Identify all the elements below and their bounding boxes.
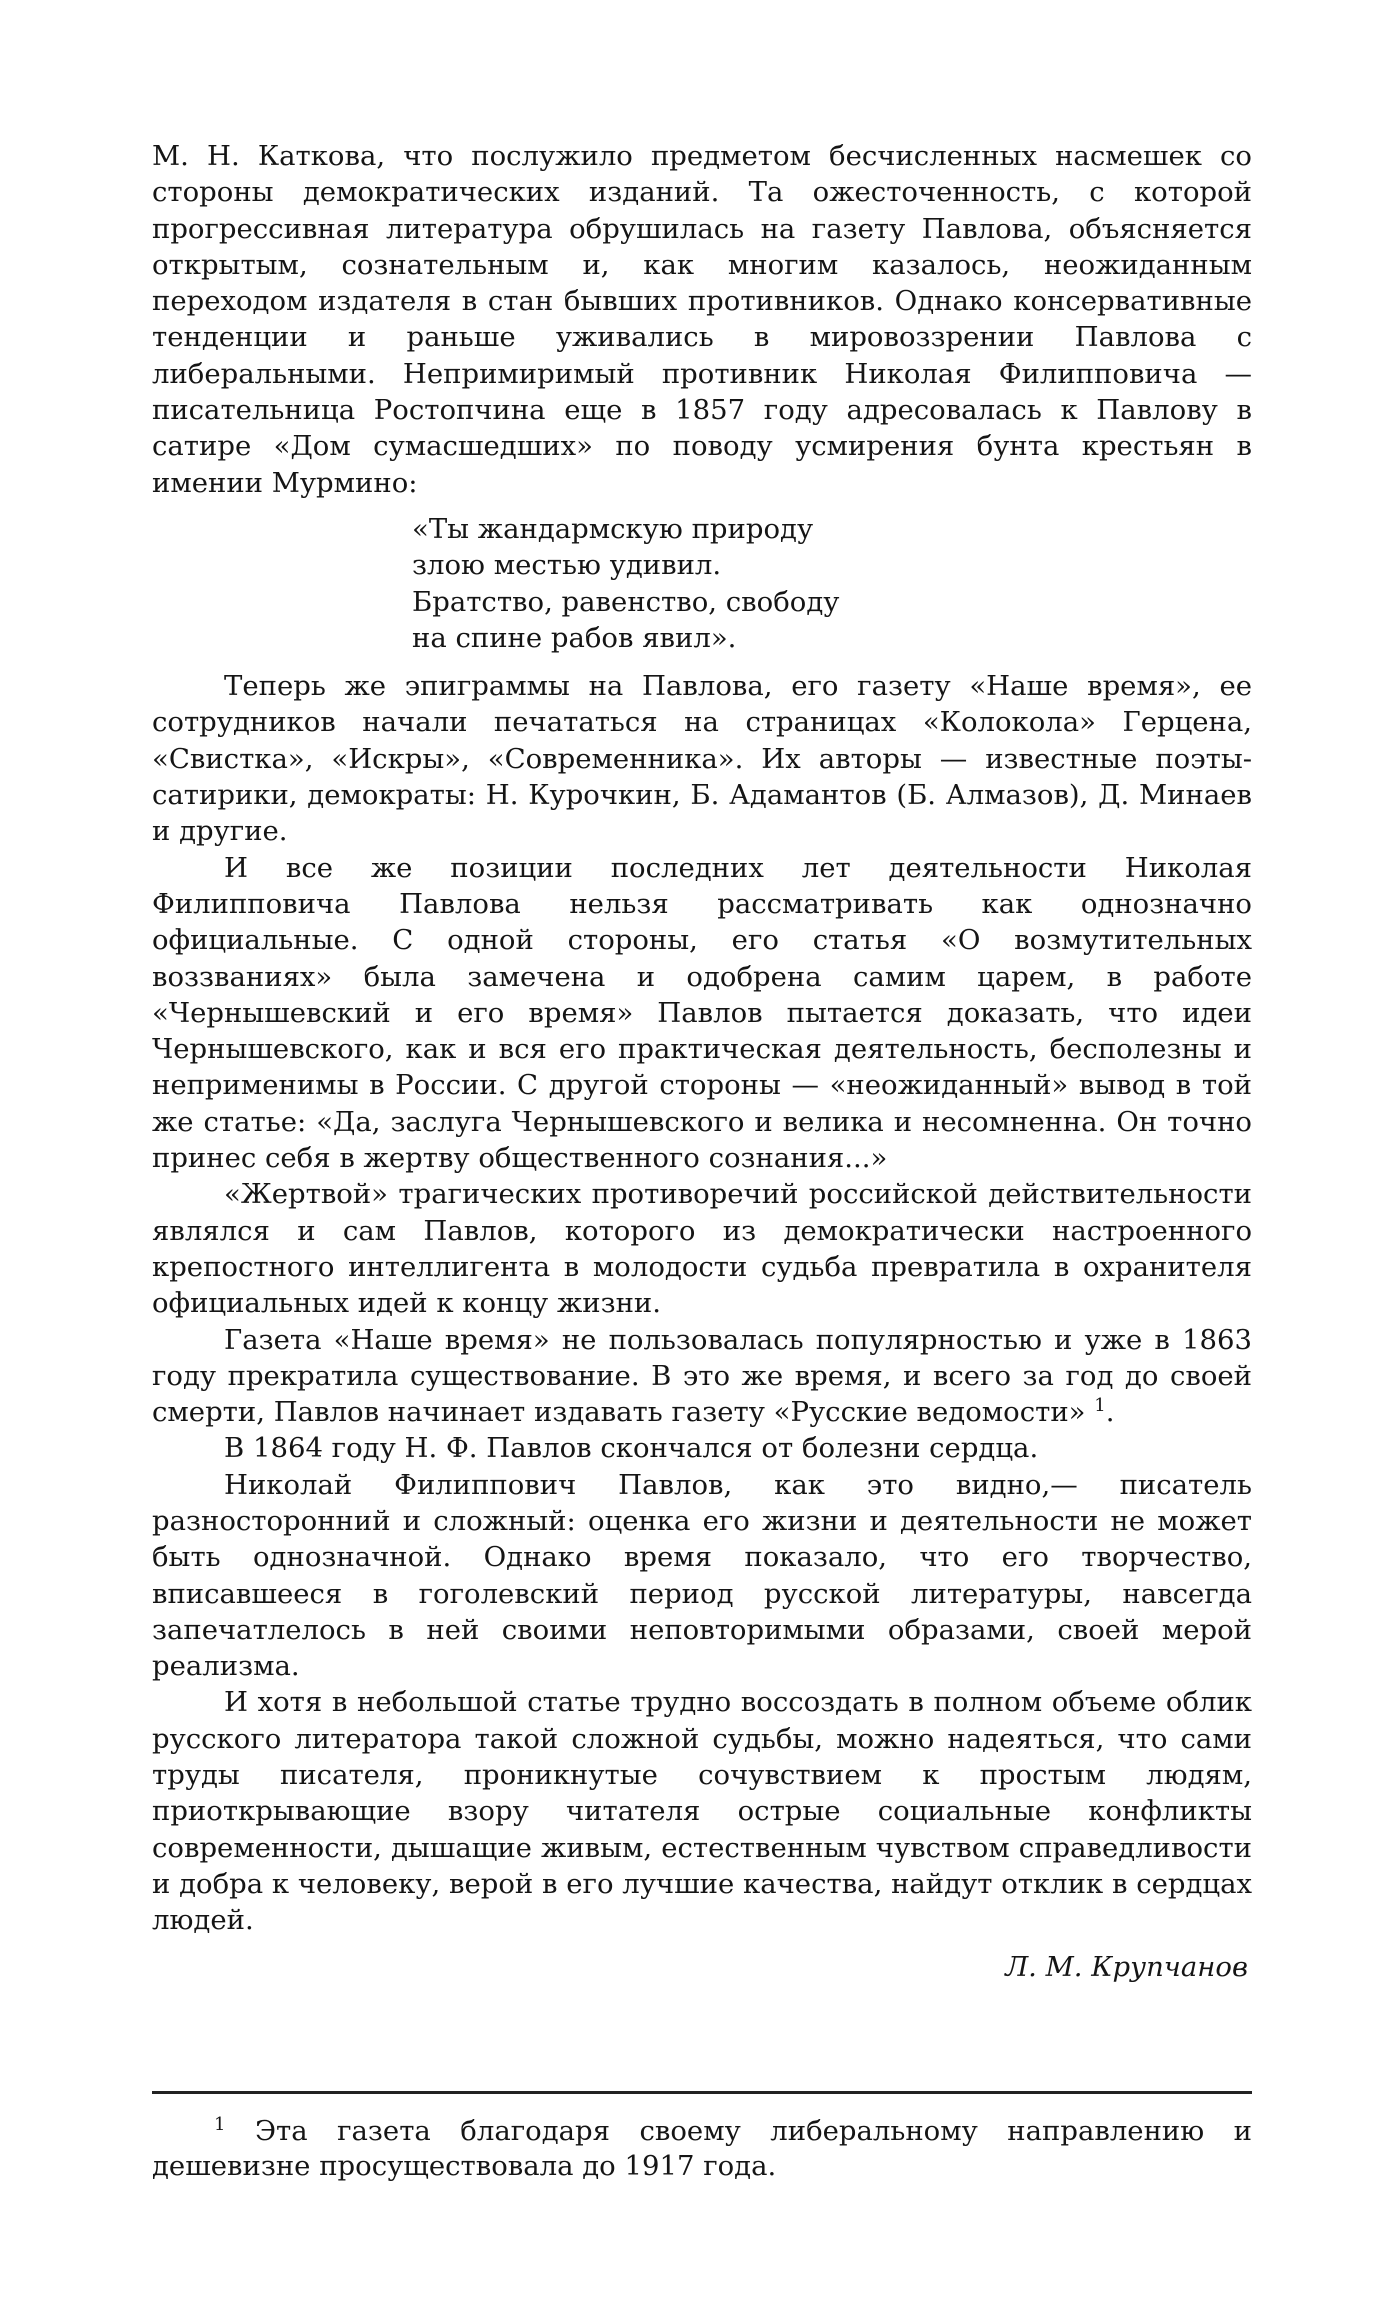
paragraph: Теперь же эпиграммы на Павлова, его газету «Наше время», ее сотрудников начали печататься на страницах «Колокола» Герцена, «Свистка», «Искры», «Современника». Их авторы — известные поэты-сатирики, демократы: Н. Курочкин, Б. Адамантов (Б. Алмазов), Д. Минаев и другие. [152,670,1252,848]
poem-line: злою местью удивил. [412,549,722,582]
paragraph: Николай Филиппович Павлов, как это видно,— писатель разносторонний и сложный: оценка его жизни и деятельности не может быть однозначной. Однако время показало, что его творчество, вписавшееся в гоголевский период русской литературы, навсегда запечатлелось в ней своими неповторимыми образами, своей мерой реализма. [152,1468,1252,1683]
paragraph: И хотя в небольшой статье трудно воссоздать в полном объеме облик русского литератора такой сложной судьбы, можно надеяться, что сами труды писателя, проникнутые сочувствием к простым людям, приоткрывающие взору читателя острые социальные конфликты современности, дышащие живым, естественным чувством справедливости и добра к человеку, верой в его лучшие качества, найдут отклик в сердцах людей. [152,1686,1252,1937]
poem-quote [412,511,1252,656]
paragraph-with-footnote [152,1322,1252,1431]
footnote [152,2114,1252,2184]
footnote-text: Эта газета благодаря своему либеральному направлению и дешевизне просуществовала до 1917 года. [152,2115,1253,2182]
footnote-divider [152,2091,1252,2094]
main-text [152,138,1252,1985]
poem-line: на спине рабов явил». [412,621,737,654]
paragraph: И все же позиции последних лет деятельности Николая Филипповича Павлова нельзя рассматривать как однозначно официальные. С одной стороны, его статья «О возмутительных воззваниях» была замечена и одобрена самим царем, в работе «Чернышевский и его время» Павлов пытается доказать, что идеи Чернышевского, как и вся его практическая деятельность, бесполезны и неприменимы в России. С другой стороны — «неожиданный» вывод в той же статье: «Да, заслуга Чернышевского и велика и несомненна. Он точно принес себя в жертву общественного сознания...» [152,851,1252,1175]
paragraph-text: Газета «Наше время» не пользовалась популярностью и уже в 1863 году прекратила существование. В это же время, и всего за год до своей смерти, Павлов начинает издавать газету «Русские ведомости» [152,1323,1252,1429]
poem-line: Братство, равенство, свободу [412,585,840,618]
paragraph: В 1864 году Н. Ф. Павлов скончался от болезни сердца. [224,1432,1039,1465]
poem-line: «Ты жандармскую природу [412,512,814,545]
paragraph-end-punct: . [1105,1396,1115,1429]
author-signature: Л. М. Крупчанов [1005,1950,1248,1983]
footnote-number: 1 [214,2113,226,2135]
footnote-marker: 1 [1094,1394,1106,1416]
paragraph: «Жертвой» трагических противоречий российской действительности являлся и сам Павлов, которого из демократически настроенного крепостного интеллигента в молодости судьба превратила в охранителя официальных идей к концу жизни. [152,1178,1252,1320]
paragraph: М. Н. Каткова, что послужило предметом бесчисленных насмешек со стороны демократических изданий. Та ожесточенность, с которой прогрессивная литература обрушилась на газету Павлова, объясняется открытым, сознательным и, как многим казалось, неожиданным переходом издателя в стан бывших противников. Однако консервативные тенденции и раньше уживались в мировоззрении Павлова с либеральными. Непримиримый противник Николая Филипповича — писательница Ростопчина еще в 1857 году адресовалась к Павлову в сатире «Дом сумасшедших» по поводу усмирения бунта крестьян в имении Мурмино: [152,140,1252,499]
